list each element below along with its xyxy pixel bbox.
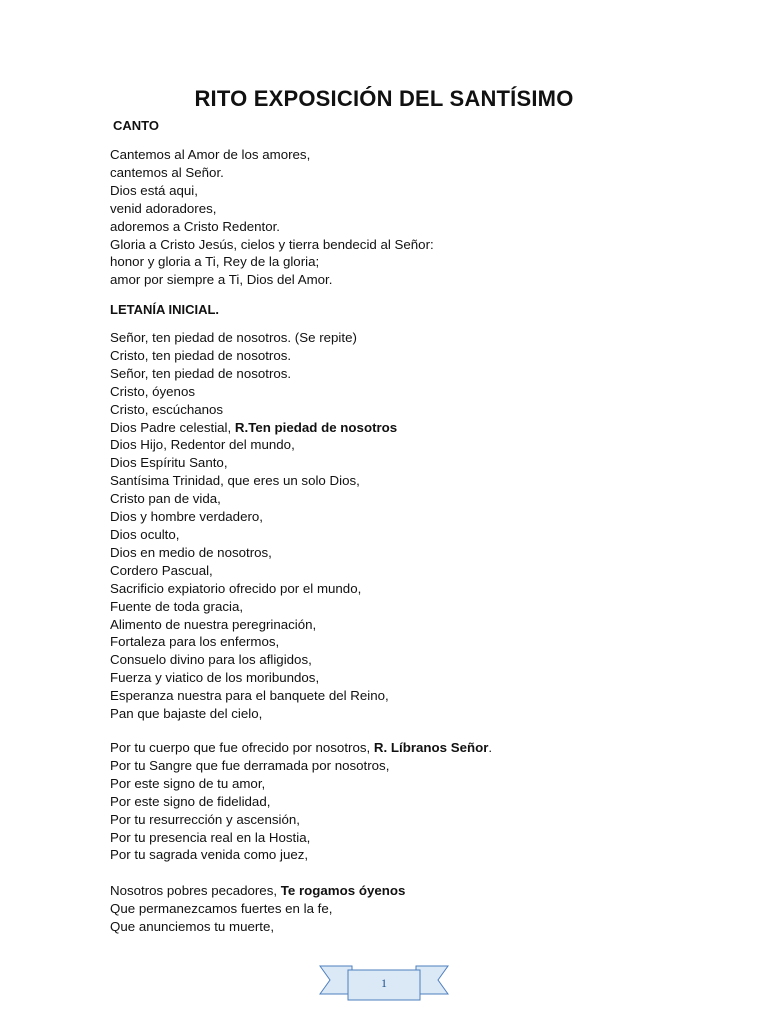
text-line: Dios oculto, xyxy=(110,526,180,542)
text-line: Fuerza y viatico de los moribundos, xyxy=(110,670,320,686)
text-line: adoremos a Cristo Redentor. xyxy=(110,218,280,234)
text-line: Por tu resurrección y ascensión, xyxy=(110,811,300,827)
text-line: Por este signo de fidelidad, xyxy=(110,793,271,809)
text-line: Dios Espíritu Santo, xyxy=(110,455,228,471)
canto-lyrics xyxy=(110,146,434,289)
rogamos-list xyxy=(110,882,405,936)
text-line: Cristo pan de vida, xyxy=(110,491,221,507)
text-line: Santísima Trinidad, que eres un solo Dios, xyxy=(110,473,360,489)
text-line: Esperanza nuestra para el banquete del Reino, xyxy=(110,688,389,704)
text-line: Cristo, ten piedad de nosotros. xyxy=(110,347,292,363)
letania-heading: LETANÍA INICIAL. xyxy=(110,302,220,317)
text-line: Fuente de toda gracia, xyxy=(110,598,244,614)
text-line: Cordero Pascual, xyxy=(110,562,213,578)
text-line: Cristo, escúchanos xyxy=(110,401,224,417)
text-line: Por este signo de tu amor, xyxy=(110,775,266,791)
text-line: Por tu sagrada venida como juez, xyxy=(110,847,309,863)
text-line: Cristo, óyenos xyxy=(110,383,195,399)
text-line: Pan que bajaste del cielo, xyxy=(110,706,263,722)
text-line: Dios en medio de nosotros, xyxy=(110,544,272,560)
text-line: venid adoradores, xyxy=(110,200,217,216)
text-line: Fortaleza para los enfermos, xyxy=(110,634,280,650)
text-line: Dios Hijo, Redentor del mundo, xyxy=(110,437,295,453)
litany-response: R.Ten piedad de nosotros xyxy=(234,419,398,435)
text-line: Dios Padre celestial, xyxy=(110,419,235,435)
page-number: 1 xyxy=(381,976,387,990)
libranos-list xyxy=(110,739,492,864)
text-line: Gloria a Cristo Jesús, cielos y tierra bendecid al Señor: xyxy=(110,236,434,252)
text-line-with-response xyxy=(110,882,405,900)
text-line-with-response xyxy=(110,739,492,757)
text-line: Señor, ten piedad de nosotros. (Se repite) xyxy=(110,330,357,345)
text-line: Señor, ten piedad de nosotros. xyxy=(110,365,292,381)
text-line: Por tu cuerpo que fue ofrecido por nosotros, xyxy=(110,740,374,755)
text-line: cantemos al Señor. xyxy=(110,164,224,180)
text-line: Nosotros pobres pecadores, xyxy=(110,883,281,898)
text-line: Dios y hombre verdadero, xyxy=(110,509,263,525)
canto-heading: CANTO xyxy=(113,118,159,133)
text-line: Que anunciemos tu muerte, xyxy=(110,918,275,934)
text-line: Cantemos al Amor de los amores, xyxy=(110,147,311,162)
litany-response: R. Líbranos Señor xyxy=(373,740,489,755)
text-line: Alimento de nuestra peregrinación, xyxy=(110,616,317,632)
page-footer-ribbon xyxy=(318,960,450,1002)
page-title: RITO EXPOSICIÓN DEL SANTÍSIMO xyxy=(194,86,574,111)
text-line: Dios está aqui, xyxy=(110,182,198,198)
text-line: Consuelo divino para los afligidos, xyxy=(110,652,312,668)
litany-response: Te rogamos óyenos xyxy=(280,883,406,898)
text-line: amor por siempre a Ti, Dios del Amor. xyxy=(110,272,333,288)
text-line: Por tu presencia real en la Hostia, xyxy=(110,829,311,845)
text-line: Sacrificio expiatorio ofrecido por el mundo, xyxy=(110,580,362,596)
text-line: Por tu Sangre que fue derramada por nosotros, xyxy=(110,757,390,773)
text-line-with-response xyxy=(110,419,397,437)
text-line: Que permanezcamos fuertes en la fe, xyxy=(110,900,333,916)
punctuation: . xyxy=(488,740,493,755)
text-line: honor y gloria a Ti, Rey de la gloria; xyxy=(110,254,320,270)
letania-list xyxy=(110,329,397,723)
